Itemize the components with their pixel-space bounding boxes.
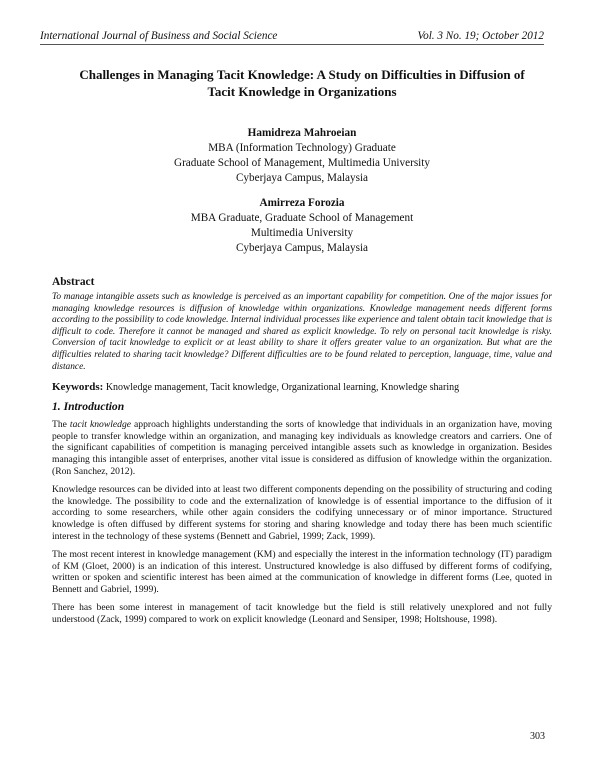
paragraph-2: Knowledge resources can be divided into at least two different components depending on the possibility of structuring and coding the knowledge. The possibility to code and the externalization of knowledge is of essential importance to the diffusion of it according to some researchers, while other again considers the codifying unnecessary or of minor importance. Structured knowledge is often diffused by different systems for storing and sharing knowledge and today there has been much scientific interest in the technology of these systems (Bennett and Gabriel, 1999; Zack, 1999). [52, 484, 552, 542]
paragraph-3: The most recent interest in knowledge management (KM) and especially the interest in the information technology (IT) paradigm of KM (Gloet, 2000) is an indication of this interest. Unstructured knowledge is also diffused by different forms of codifying, written or spoken and scientific interest has been aimed at the communication of knowledge in different forms (Lee, quoted in Bennett and Gabriel, 1999). [52, 549, 552, 595]
author-name: Hamidreza Mahroeian [247, 127, 357, 139]
title-line-2: Tacit Knowledge in Organizations [207, 84, 397, 99]
author-block-1 [52, 126, 552, 186]
abstract-text: To manage intangible assets such as knowledge is perceived as an important capability for competition. One of the major issues for managing knowledge resources is diffusion of knowledge within organizations. Knowledge management needs different forms according to the possibility to code knowledge. Internal individual processes like experience and talent obtain tacit knowledge that is difficult to code. Therefore it cannot be managed and shared as explicit knowledge. To rely on personal tacit knowledge is risky. Conversion of tacit knowledge to explicit or at least ability to share it offers greater value to an organization. But what are the difficulties related to sharing tacit knowledge? Different difficulties are to be found related to perception, language, time, value and distance. [52, 292, 552, 372]
author-name: Amirreza Forozia [259, 197, 345, 209]
author-affiliation: MBA Graduate, Graduate School of Management [190, 212, 414, 224]
paragraph-1-start: The [52, 419, 70, 431]
author-affiliation: Multimedia University [250, 227, 354, 239]
running-header [40, 30, 544, 45]
paper-title [52, 66, 552, 100]
abstract-heading: Abstract [52, 276, 95, 288]
page-content [52, 66, 552, 633]
section-heading-introduction: 1. Introduction [52, 400, 125, 414]
paragraph-1-italic: tacit knowledge [69, 419, 132, 431]
keywords [52, 381, 552, 394]
title-line-1: Challenges in Managing Tacit Knowledge: A Study on Difficulties in Diffusion of [79, 67, 525, 82]
keywords-text: Knowledge management, Tacit knowledge, Organizational learning, Knowledge sharing [103, 382, 460, 394]
paragraph-4: There has been some interest in management of tacit knowledge but the field is still relatively unexplored and not fully understood (Zack, 1999) compared to work on explicit knowledge (Leonard and Sensiper, 1998; Holtshouse, 1998). [52, 602, 552, 626]
author-block-2 [52, 196, 552, 256]
author-affiliation: Graduate School of Management, Multimedia University [173, 157, 430, 169]
author-affiliation: MBA (Information Technology) Graduate [208, 142, 396, 154]
author-affiliation: Cyberjaya Campus, Malaysia [235, 242, 369, 254]
author-affiliation: Cyberjaya Campus, Malaysia [235, 172, 369, 184]
keywords-label: Keywords: [52, 381, 104, 394]
page-number: 303 [530, 731, 545, 742]
paragraph-1-rest: approach highlights understanding the sorts of knowledge that individuals in an organization have, moving people to transfer knowledge within an organization, and managing key individuals as knowledge creators and carriers. One of the significant capabilities of competition is managing perceived intangible assets such as knowledge in organization. Besides managing this intangible asset of enterprises, another vital issue is considered as diffusion of knowledge within the organization. (Ron Sanchez, 2012). [52, 419, 552, 477]
journal-name: International Journal of Business and Social Science [40, 30, 278, 42]
issue-info: Vol. 3 No. 19; October 2012 [417, 30, 544, 42]
paragraph-1 [52, 419, 552, 477]
